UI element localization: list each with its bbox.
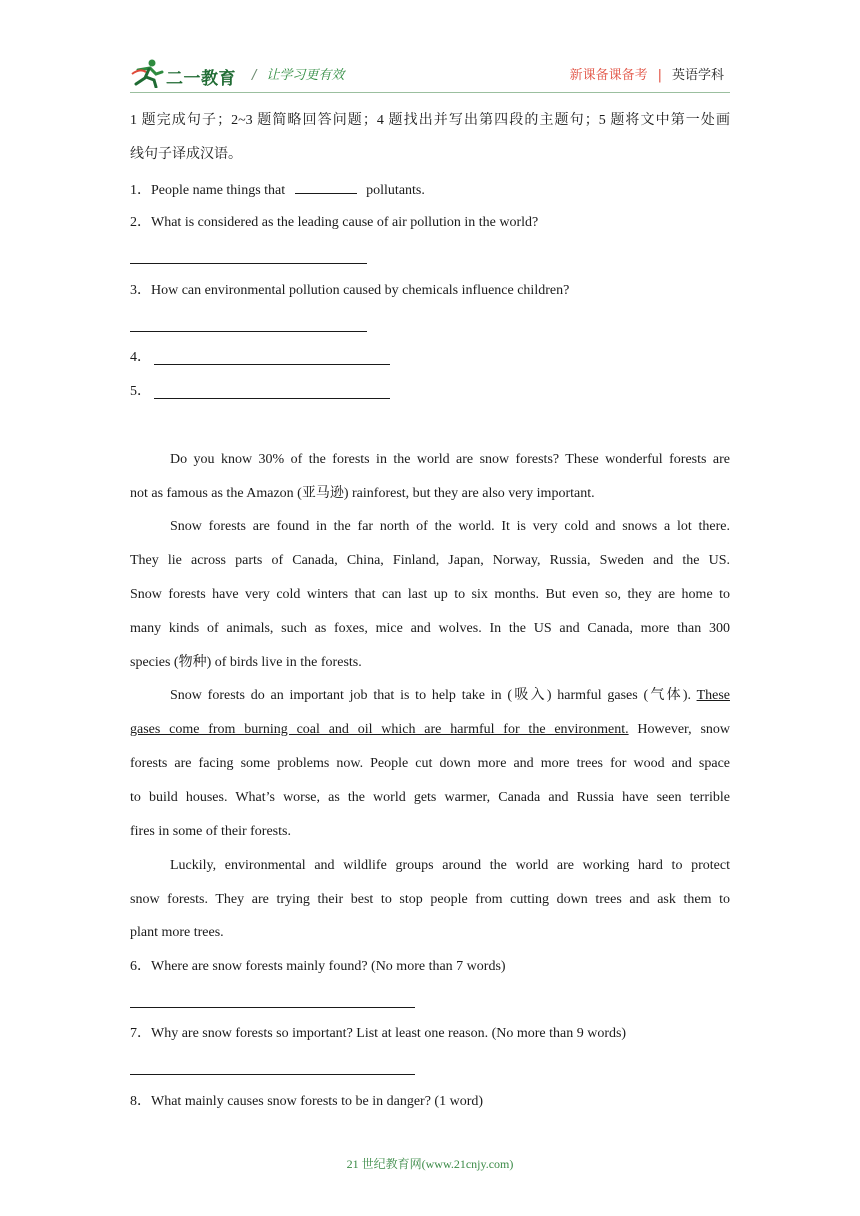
question-8: [130, 1092, 730, 1112]
question-number: 7．: [130, 1026, 151, 1041]
answer-line-6[interactable]: [130, 1007, 415, 1008]
question-number: 2．: [130, 215, 151, 230]
header-right: [570, 64, 724, 83]
question-text: Why are snow forests so important? List at least one reason. (No more than 9 words): [151, 1026, 627, 1041]
question-text: What is considered as the leading cause of air pollution in the world?: [151, 215, 539, 230]
passage-p2-line-4: many kinds of animals, such as foxes, mice and wolves. In the US and Canada, more than 300: [130, 621, 730, 636]
answer-line-4[interactable]: [154, 364, 390, 365]
underlined-sentence: gases come from burning coal and oil which are harmful for the environment.: [130, 722, 629, 737]
question-2: [130, 213, 730, 233]
page-footer: 21 世纪教育网(www.21cnjy.com): [346, 1157, 514, 1171]
slogan-separator: /: [252, 68, 257, 83]
underlined-sentence-start: These: [696, 688, 730, 703]
passage-p4-line-3: plant more trees.: [130, 925, 224, 940]
header-course-label: 新课备课备考: [569, 68, 648, 83]
question-7: [130, 1024, 730, 1044]
question-text: People name things that: [151, 183, 286, 198]
question-3: [130, 281, 730, 301]
passage-p2-line-1: Snow forests are found in the far north of the world. It is very cold and snows a lot there.: [170, 519, 730, 534]
passage-p2-line-2: They lie across parts of Canada, China, Finland, Japan, Norway, Russia, Sweden and the US.: [130, 553, 730, 568]
question-number: 1．: [130, 183, 151, 198]
header-divider: [130, 92, 730, 93]
question-number: 5．: [130, 384, 151, 399]
question-number: 8．: [130, 1094, 151, 1109]
question-text-end: pollutants.: [366, 183, 425, 198]
question-number: 4．: [130, 350, 151, 365]
answer-line-3[interactable]: [130, 331, 367, 332]
passage-p3-line-2: [130, 720, 730, 740]
question-5: [130, 382, 730, 402]
question-number: 6．: [130, 959, 151, 974]
passage-p4-line-1: Luckily, environmental and wildlife groups around the world are working hard to protect: [170, 858, 730, 873]
passage-text: Snow forests do an important job that is to help take in (吸入) harmful gases (气体).: [170, 688, 697, 703]
question-text: How can environmental pollution caused by chemicals influence children?: [151, 283, 570, 298]
header-subject-label: 英语学科: [671, 68, 724, 83]
logo: [130, 56, 242, 92]
question-text: Where are snow forests mainly found? (No more than 7 words): [151, 959, 506, 974]
passage-p1-line-2: not as famous as the Amazon (亚马逊) rainforest, but they are also very important.: [130, 486, 595, 501]
passage-text: However, snow: [628, 722, 730, 737]
passage-p3-line-1: [170, 686, 730, 706]
logo-text: 二一教育: [166, 69, 236, 89]
answer-line-2[interactable]: [130, 263, 367, 264]
passage-p1-line-1: Do you know 30% of the forests in the world are snow forests? These wonderful forests are: [170, 452, 730, 467]
instructions-line-1: 1 题完成句子；2~3 题简略回答问题；4 题找出并写出第四段的主题句；5 题将文中第一处画: [130, 113, 730, 128]
runner-logo-icon: [130, 58, 166, 88]
answer-line-7[interactable]: [130, 1074, 415, 1075]
question-4: [130, 348, 730, 368]
passage-p3-line-5: fires in some of their forests.: [130, 824, 291, 839]
question-number: 3．: [130, 283, 151, 298]
passage-p4-line-2: snow forests. They are trying their best to stop people from cutting down trees and ask them to: [130, 892, 730, 907]
question-1: [130, 179, 730, 201]
page-header: [130, 56, 730, 92]
slogan-text: 让学习更有效: [266, 68, 345, 83]
passage-p3-line-4: to build houses. What’s worse, as the world gets warmer, Canada and Russia have seen terrible: [130, 790, 730, 805]
instructions-line-2: 线句子译成汉语。: [130, 147, 242, 162]
question-text: What mainly causes snow forests to be in danger? (1 word): [151, 1094, 484, 1109]
passage-p2-line-5: species (物种) of birds live in the forests.: [130, 655, 362, 670]
question-6: [130, 957, 730, 977]
passage-p3-line-3: forests are facing some problems now. People cut down more and more trees for wood and space: [130, 756, 730, 771]
header-separator: |: [657, 68, 662, 83]
slogan: [252, 64, 344, 83]
answer-line-5[interactable]: [154, 398, 390, 399]
fill-in-blank[interactable]: [295, 179, 357, 194]
passage-p2-line-3: Snow forests have very cold winters that can last up to six months. But even so, they are home to: [130, 587, 730, 602]
